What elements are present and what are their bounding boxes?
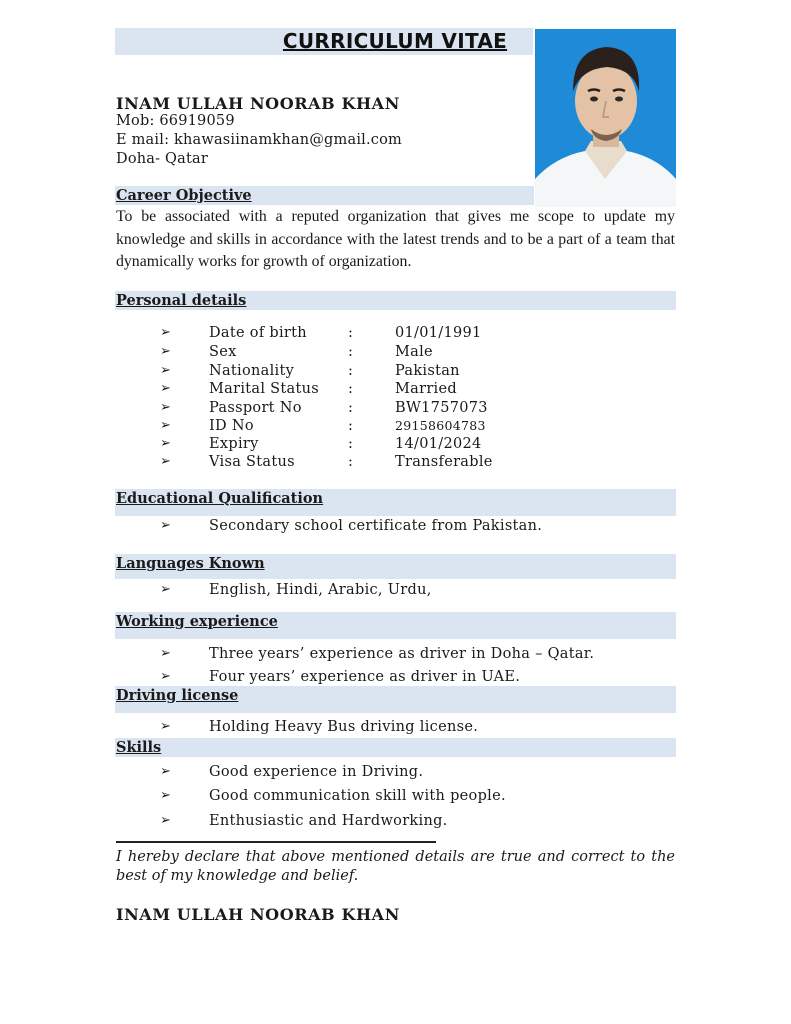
detail-value: 29158604783 [395,418,486,433]
detail-label: Nationality [209,363,295,379]
career-objective-heading: Career Objective [116,187,252,204]
arrow-bullet-icon: ➢ [160,436,172,451]
education-item: Secondary school certificate from Pakistan. [209,518,543,534]
languages-heading: Languages Known [116,555,265,572]
skills-heading: Skills [116,739,162,756]
skill-item: Good experience in Driving. [209,764,424,780]
detail-label: Expiry [209,436,259,452]
detail-value: Transferable [395,454,493,470]
detail-label: Sex [209,344,237,360]
arrow-bullet-icon: ➢ [160,363,172,378]
arrow-bullet-icon: ➢ [160,400,172,415]
email-address: E mail: khawasiinamkhan@gmail.com [116,132,403,148]
arrow-bullet-icon: ➢ [160,518,172,533]
experience-item: Four years’ experience as driver in UAE. [209,669,521,685]
detail-label: ID No [209,418,254,434]
arrow-bullet-icon: ➢ [160,646,172,661]
document-title: CURRICULUM VITAE [282,29,508,53]
detail-value: Pakistan [395,363,460,379]
arrow-bullet-icon: ➢ [160,454,172,469]
applicant-name: INAM ULLAH NOORAB KHAN [116,94,400,113]
arrow-bullet-icon: ➢ [160,788,172,803]
detail-separator: : [348,418,354,434]
detail-value: 01/01/1991 [395,325,482,341]
experience-heading: Working experience [116,613,278,630]
personal-details-heading: Personal details [116,292,247,309]
skill-item: Good communication skill with people. [209,788,506,804]
skill-item: Enthusiastic and Hardworking. [209,813,448,829]
languages-item: English, Hindi, Arabic, Urdu, [209,582,432,598]
arrow-bullet-icon: ➢ [160,418,172,433]
detail-value: Male [395,344,433,360]
detail-label: Visa Status [209,454,295,470]
arrow-bullet-icon: ➢ [160,813,172,828]
skills-band [115,738,676,757]
career-objective-text: To be associated with a reputed organization that gives me scope to update my knowledge and skills in accordance with the latest trends and to be a part of a team that dynamically works for growth of organization. [116,208,675,270]
mobile-number: Mob: 66919059 [116,113,235,129]
detail-label: Passport No [209,400,302,416]
signature-name: INAM ULLAH NOORAB KHAN [116,905,400,924]
education-heading: Educational Qualification [116,490,324,507]
profile-photo [535,29,676,207]
arrow-bullet-icon: ➢ [160,764,172,779]
detail-separator: : [348,381,354,397]
arrow-bullet-icon: ➢ [160,669,172,684]
arrow-bullet-icon: ➢ [160,381,172,396]
detail-separator: : [348,400,354,416]
declaration-text: I hereby declare that above mentioned details are true and correct to the best of my knowledge and belief. [116,849,675,884]
arrow-bullet-icon: ➢ [160,325,172,340]
driving-license-heading: Driving license [116,687,239,704]
driving-license-item: Holding Heavy Bus driving license. [209,719,479,735]
detail-separator: : [348,436,354,452]
arrow-bullet-icon: ➢ [160,719,172,734]
detail-label: Marital Status [209,381,319,397]
detail-value: BW1757073 [395,400,488,416]
detail-separator: : [348,325,354,341]
arrow-bullet-icon: ➢ [160,582,172,597]
divider-line [116,841,436,843]
detail-value: 14/01/2024 [395,436,482,452]
detail-separator: : [348,454,354,470]
arrow-bullet-icon: ➢ [160,344,172,359]
detail-separator: : [348,363,354,379]
detail-separator: : [348,344,354,360]
detail-value: Married [395,381,457,397]
location: Doha- Qatar [116,151,208,167]
experience-item: Three years’ experience as driver in Doha – Qatar. [209,646,595,662]
detail-label: Date of birth [209,325,307,341]
portrait-illustration [535,29,676,207]
